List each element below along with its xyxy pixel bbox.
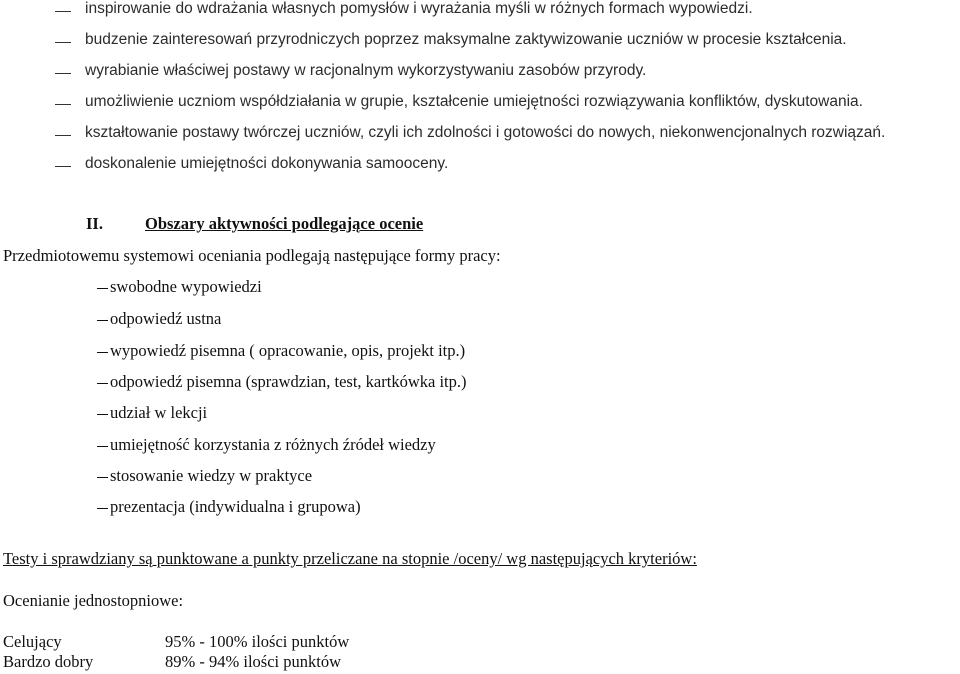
dash-bullet-icon (55, 135, 71, 136)
dash-bullet-icon (55, 11, 71, 12)
section-heading (86, 214, 586, 236)
dash-bullet-icon (97, 352, 108, 353)
goal-text: inspirowanie do wdrażania własnych pomysłów i wyrażania myśli w różnych formach wypowiedzi. (85, 0, 753, 17)
grade-row (3, 652, 403, 674)
dash-bullet-icon (97, 383, 108, 384)
section-number: II. (86, 214, 103, 233)
intro-text: Przedmiotowemu systemowi oceniania podlegają następujące formy pracy: (3, 246, 501, 265)
dash-bullet-icon (97, 477, 108, 478)
grading-label: Ocenianie jednostopniowe: (3, 591, 184, 610)
dash-bullet-icon (55, 42, 71, 43)
dash-bullet-icon (97, 508, 108, 509)
goal-text: umożliwienie uczniom współdziałania w grupie, kształcenie umiejętności rozwiązywania konfliktów, dyskutowania. (85, 93, 863, 110)
form-text: umiejętność korzystania z różnych źródeł wiedzy (110, 435, 436, 454)
form-text: odpowiedź ustna (110, 309, 222, 328)
dash-bullet-icon (97, 320, 108, 321)
goal-text: wyrabianie właściwej postawy w racjonalnym wykorzystywaniu zasobów przyrody. (85, 62, 647, 79)
dash-bullet-icon (55, 166, 71, 167)
dash-bullet-icon (97, 446, 108, 447)
form-text: udział w lekcji (110, 403, 208, 422)
grade-row (3, 632, 403, 654)
dash-bullet-icon (97, 288, 108, 289)
form-text: swobodne wypowiedzi (110, 277, 262, 296)
goal-text: doskonalenie umiejętności dokonywania samooceny. (85, 155, 449, 172)
form-text: wypowiedź pisemna ( opracowanie, opis, projekt itp.) (110, 341, 466, 360)
goal-text: budzenie zainteresowań przyrodniczych poprzez maksymalne zaktywizowanie uczniów w procesie kształcenia. (85, 31, 847, 48)
dash-bullet-icon (55, 104, 71, 105)
section-title: Obszary aktywności podlegające ocenie (145, 214, 424, 233)
dash-bullet-icon (55, 73, 71, 74)
dash-bullet-icon (97, 414, 108, 415)
tests-note: Testy i sprawdziany są punktowane a punkty przeliczane na stopnie /oceny/ wg następujących kryteriów: (3, 549, 697, 568)
goal-text: kształtowanie postawy twórczej uczniów, czyli ich zdolności i gotowości do nowych, niekonwencjonalnych rozwiązań. (85, 124, 886, 141)
grade-name: Bardzo dobry (3, 652, 94, 671)
grade-range: 89% - 94% ilości punktów (165, 652, 341, 671)
grade-range: 95% - 100% ilości punktów (165, 632, 350, 651)
form-text: stosowanie wiedzy w praktyce (110, 466, 313, 485)
form-text: prezentacja (indywidualna i grupowa) (110, 497, 361, 516)
grade-name: Celujący (3, 632, 62, 651)
form-text: odpowiedź pisemna (sprawdzian, test, kartkówka itp.) (110, 372, 467, 391)
